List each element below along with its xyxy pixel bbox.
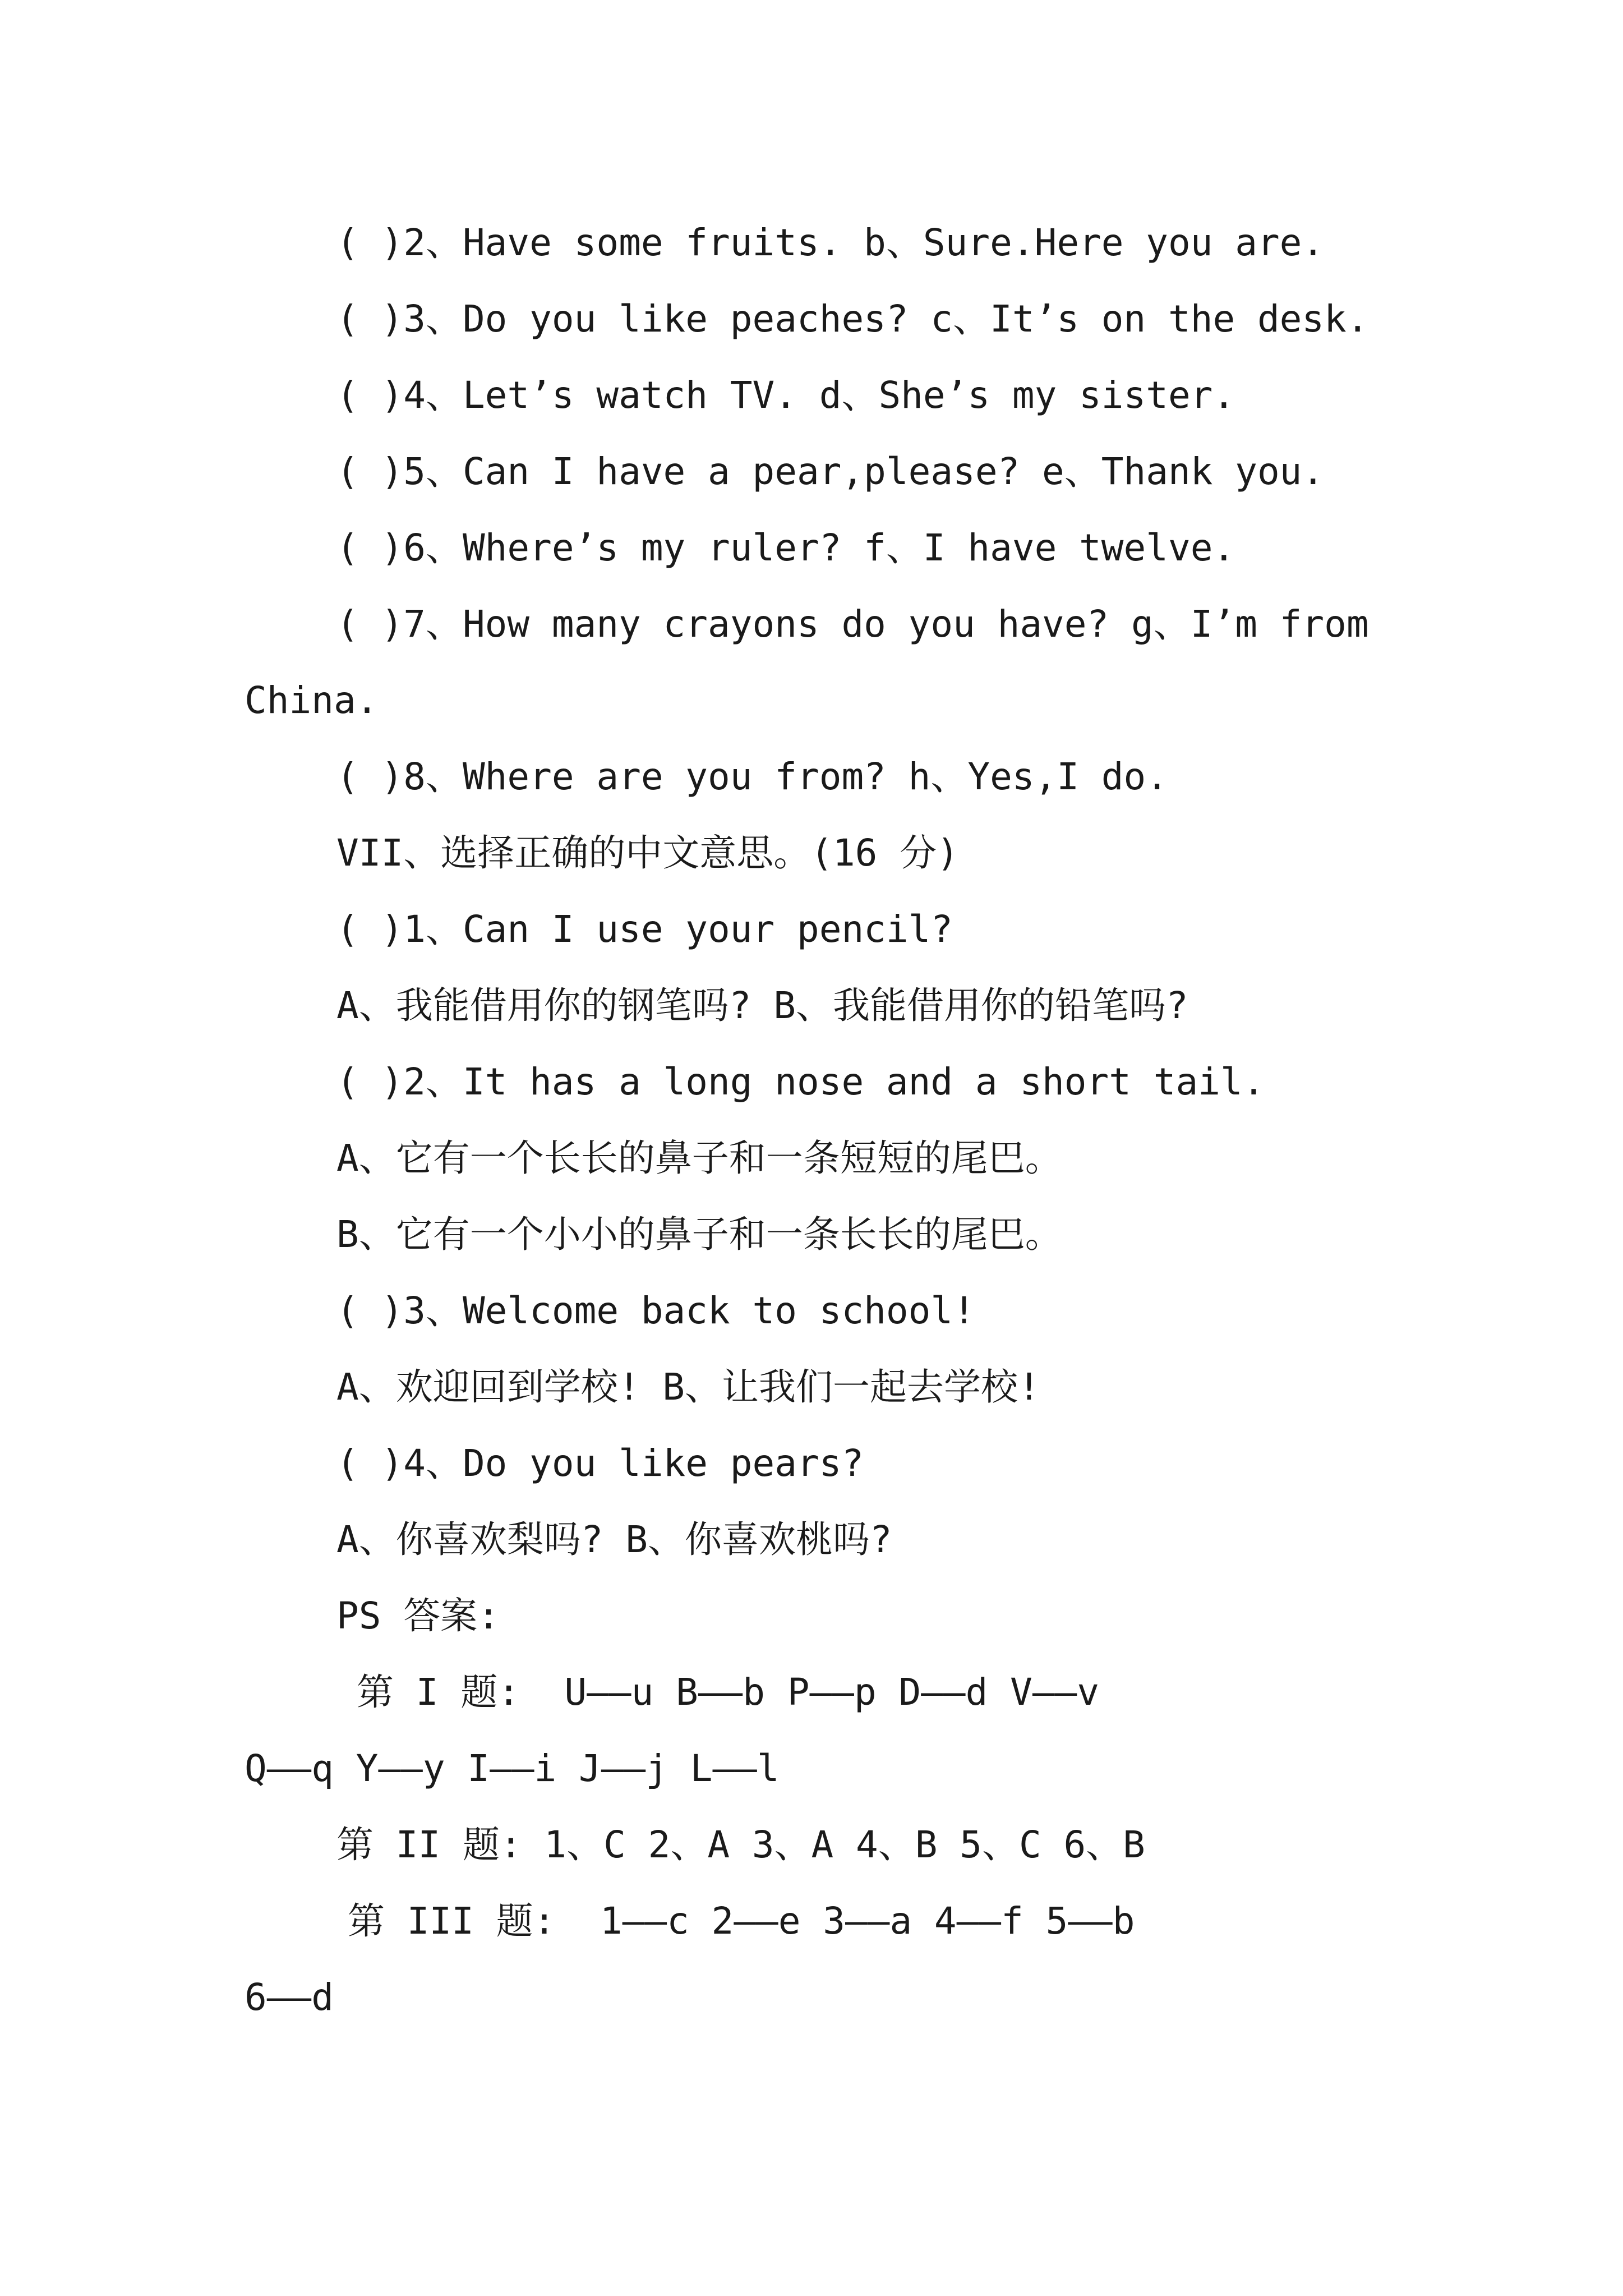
choice-options-4: A、你喜欢梨吗? B、你喜欢桃吗? — [336, 1518, 892, 1561]
choice-question-2: ( )2、It has a long nose and a short tail. — [336, 1060, 1265, 1103]
matching-item-7: ( )7、How many crayons do you have? g、I’m from — [336, 602, 1369, 646]
answers-part-i: 第 I 题: U——u B——b P——p D——d V——v — [357, 1671, 1100, 1714]
matching-item-7-cont: China. — [245, 679, 379, 722]
matching-item-5: ( )5、Can I have a pear,please? e、Thank you. — [336, 450, 1325, 493]
choice-option-2b: B、它有一个小小的鼻子和一条长长的尾巴。 — [336, 1213, 1062, 1256]
choice-option-2a: A、它有一个长长的鼻子和一条短短的尾巴。 — [336, 1137, 1062, 1180]
section-heading-vii: VII、选择正确的中文意思。(16 分) — [336, 831, 959, 875]
choice-question-4: ( )4、Do you like pears? — [336, 1442, 864, 1485]
choice-question-1: ( )1、Can I use your pencil? — [336, 908, 953, 951]
matching-item-6: ( )6、Where’s my ruler? f、I have twelve. — [336, 526, 1235, 569]
answers-part-iii-cont: 6——d — [245, 1976, 334, 2019]
matching-item-2: ( )2、Have some fruits. b、Sure.Here you are. — [336, 221, 1325, 264]
answers-part-iii: 第 III 题: 1——c 2——e 3——a 4——f 5——b — [348, 1899, 1135, 1943]
answers-heading: PS 答案: — [336, 1594, 500, 1637]
choice-options-1: A、我能借用你的钢笔吗? B、我能借用你的铅笔吗? — [336, 984, 1188, 1027]
matching-item-3: ( )3、Do you like peaches? c、It’s on the desk. — [336, 297, 1369, 341]
answers-part-i-cont: Q——q Y——y I——i J——j L——l — [245, 1747, 780, 1790]
answers-part-ii: 第 II 题: 1、C 2、A 3、A 4、B 5、C 6、B — [336, 1823, 1145, 1866]
matching-item-8: ( )8、Where are you from? h、Yes,I do. — [336, 755, 1169, 798]
matching-item-4: ( )4、Let’s watch TV. d、She’s my sister. — [336, 374, 1235, 417]
choice-options-3: A、欢迎回到学校! B、让我们一起去学校! — [336, 1365, 1040, 1409]
choice-question-3: ( )3、Welcome back to school! — [336, 1289, 975, 1332]
